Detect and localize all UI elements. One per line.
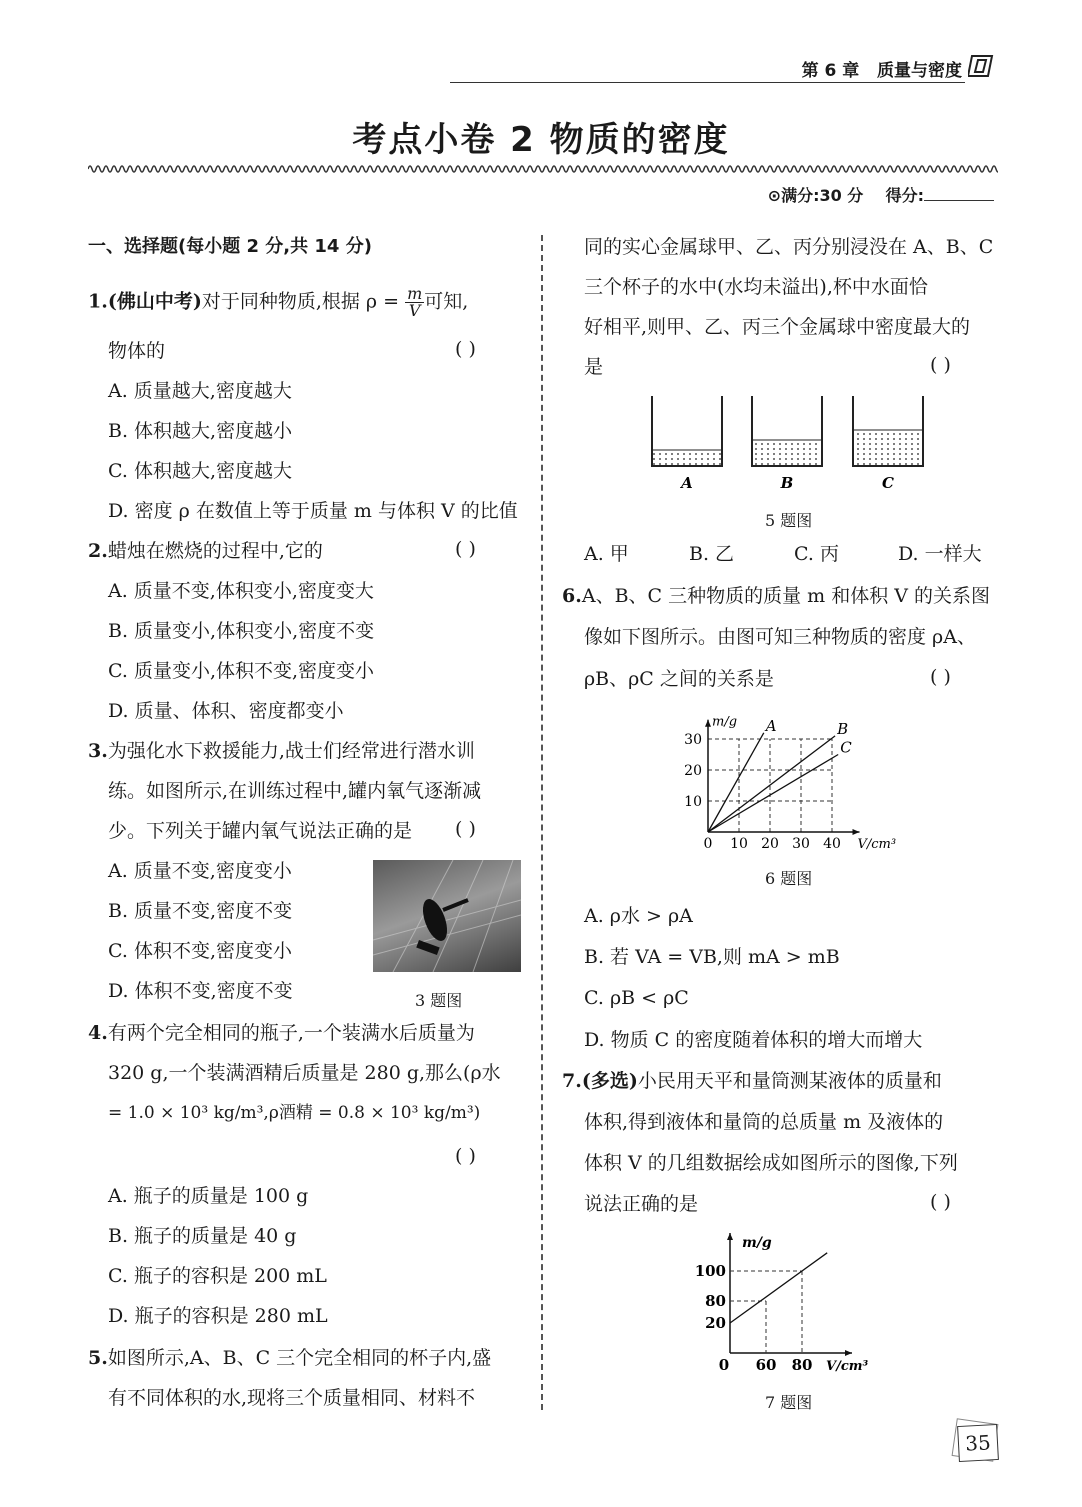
full-score: 满分:30 分 — [781, 186, 864, 205]
q7-caption: 7 题图 — [765, 1393, 813, 1412]
q5-stem-l5: 好相平,则甲、乙、丙三个金属球中密度最大的 — [584, 316, 971, 338]
q1-option-c: C. 体积越大,密度越大 — [108, 460, 292, 482]
chapter-title: 质量与密度 — [877, 61, 962, 81]
x-tick-label: 0 — [703, 836, 713, 852]
q2-option-a: A. 质量不变,体积变小,密度变大 — [108, 580, 374, 602]
q5-option-b: B. 乙 — [689, 543, 735, 565]
q3-option-d: D. 体积不变,密度不变 — [108, 980, 293, 1002]
column-divider — [541, 235, 543, 1410]
q4-option-d: D. 瓶子的容积是 280 mL — [108, 1305, 328, 1327]
q3-stem-l3: 少。下列关于罐内氧气说法正确的是 — [108, 820, 413, 842]
q4-stem-l1: 4.有两个完全相同的瓶子,一个装满水后质量为 — [88, 1022, 475, 1044]
q6-stem-l3: ρB、ρC 之间的关系是 — [584, 668, 774, 690]
q5-stem-l6: 是 — [584, 356, 604, 378]
q5-option-c: C. 丙 — [794, 543, 839, 565]
page-number: 35 — [957, 1424, 999, 1462]
q2-option-b: B. 质量变小,体积变小,密度不变 — [108, 620, 375, 642]
y-axis-label: m/g — [742, 1235, 772, 1251]
series-label-a: A — [765, 716, 777, 735]
q7-stem-l3: 体积 V 的几组数据绘成如图所示的图像,下列 — [584, 1152, 958, 1174]
q2-stem: 2.蜡烛在燃烧的过程中,它的 — [88, 540, 323, 562]
x-axis-label: V/cm³ — [826, 1359, 869, 1374]
y-tick-label: 20 — [684, 763, 702, 779]
cup-b — [752, 396, 822, 466]
q2-answer-blank[interactable]: ( ) — [455, 538, 476, 560]
x-tick-label: 40 — [823, 836, 841, 852]
q5-option-a: A. 甲 — [584, 543, 629, 565]
q1-stem — [88, 286, 468, 319]
q7-stem-l4: 说法正确的是 — [584, 1193, 699, 1215]
q1-text: 对于同种物质,根据 ρ = — [201, 290, 400, 313]
series-line-c — [708, 755, 838, 833]
q5-stem-l3: 同的实心金属球甲、乙、丙分别浸没在 A、B、C — [584, 236, 994, 258]
score-label: 得分: — [885, 186, 924, 205]
q4-option-a: A. 瓶子的质量是 100 g — [108, 1185, 309, 1207]
series-line-b — [708, 736, 835, 832]
q1-option-b: B. 体积越大,密度越小 — [108, 420, 293, 442]
q5-stem-l2: 有不同体积的水,现将三个质量相同、材料不 — [108, 1387, 476, 1409]
q5-caption: 5 题图 — [765, 511, 813, 530]
clock-icon: ⊙ — [767, 186, 782, 205]
chapter-number: 第 6 章 — [801, 61, 860, 81]
q2-option-c: C. 质量变小,体积不变,密度变小 — [108, 660, 375, 682]
q3-caption: 3 题图 — [415, 991, 463, 1010]
q4-option-b: B. 瓶子的质量是 40 g — [108, 1225, 297, 1247]
x-tick-label: 60 — [755, 1356, 777, 1374]
q1-text-b: 可知, — [424, 290, 469, 313]
q3-option-b: B. 质量不变,密度不变 — [108, 900, 293, 922]
x-axis-arrow-icon — [853, 829, 860, 835]
diver-photo — [373, 860, 521, 972]
q7-answer-blank[interactable]: ( ) — [930, 1191, 951, 1213]
q6-mass-volume-chart — [680, 700, 900, 860]
header-rule — [450, 82, 965, 83]
y-tick-label: 30 — [684, 732, 702, 748]
q3-stem-l1: 3.为强化水下救援能力,战士们经常进行潜水训 — [88, 740, 475, 762]
q5-answer-blank[interactable]: ( ) — [930, 354, 951, 376]
q1-fraction: $\frac{m}{V}$ — [407, 284, 423, 320]
q4-answer-blank[interactable]: ( ) — [455, 1145, 476, 1167]
q1-answer-blank[interactable]: ( ) — [455, 338, 476, 360]
q5-stem-l1: 5.如图所示,A、B、C 三个完全相同的杯子内,盛 — [88, 1347, 492, 1369]
q3-stem-l2: 练。如图所示,在训练过程中,罐内氧气逐渐减 — [108, 780, 482, 802]
q3-option-c: C. 体积不变,密度变小 — [108, 940, 292, 962]
y-axis-arrow-icon — [705, 720, 711, 727]
wavy-divider — [88, 162, 998, 176]
q4-option-c: C. 瓶子的容积是 200 mL — [108, 1265, 327, 1287]
book-logo-icon — [968, 54, 994, 78]
y-tick-label: 20 — [705, 1314, 726, 1332]
x-tick-label: 0 — [718, 1356, 730, 1374]
x-tick-label: 10 — [730, 836, 748, 852]
q7-mass-volume-chart — [690, 1225, 890, 1375]
y-tick-label: 100 — [694, 1262, 726, 1280]
q1-option-a: A. 质量越大,密度越大 — [108, 380, 292, 402]
q6-answer-blank[interactable]: ( ) — [930, 666, 951, 688]
q2-option-d: D. 质量、体积、密度都变小 — [108, 700, 344, 722]
y-axis-arrow-icon — [727, 1233, 733, 1240]
cup-c — [853, 396, 923, 466]
q7-stem-l1: 7.(多选)小民用天平和量筒测某液体的质量和 — [562, 1070, 942, 1092]
q5-stem-l4: 三个杯子的水中(水均未溢出),杯中水面恰 — [584, 276, 928, 298]
score-box — [768, 183, 994, 206]
x-axis-arrow-icon — [845, 1350, 852, 1356]
cup-label-b: B — [780, 474, 794, 492]
q6-option-d: D. 物质 C 的密度随着体积的增大而增大 — [584, 1029, 923, 1051]
cup-label-a: A — [681, 474, 693, 492]
cup-label-c: C — [882, 474, 894, 492]
chapter-header — [802, 56, 962, 81]
series-line-a — [708, 733, 764, 832]
y-tick-label: 10 — [684, 794, 702, 810]
q6-option-a: A. ρ水 > ρA — [584, 905, 693, 927]
q1-line2: 物体的 — [108, 340, 166, 362]
score-blank[interactable] — [924, 200, 994, 201]
q5-cups-figure — [640, 392, 940, 492]
x-axis-label: V/cm³ — [857, 837, 897, 852]
cup-a — [652, 396, 722, 466]
q6-stem-l1: 6.A、B、C 三种物质的质量 m 和体积 V 的关系图 — [562, 585, 991, 607]
section-heading: 一、选择题(每小题 2 分,共 14 分) — [88, 236, 372, 257]
q1-number: 1. — [88, 290, 108, 313]
x-tick-label: 80 — [791, 1356, 813, 1374]
q4-stem-l2: 320 g,一个装满酒精后质量是 280 g,那么(ρ水 — [108, 1062, 501, 1084]
series-line — [730, 1253, 827, 1323]
page-title: 考点小卷 2 物质的密度 — [352, 120, 730, 160]
q6-stem-l2: 像如下图所示。由图可知三种物质的密度 ρA、 — [584, 626, 976, 648]
q6-option-c: C. ρB < ρC — [584, 987, 689, 1009]
y-tick-label: 80 — [705, 1292, 726, 1310]
series-label-c: C — [840, 738, 852, 757]
q6-caption: 6 题图 — [765, 869, 813, 888]
q3-option-a: A. 质量不变,密度变小 — [108, 860, 292, 882]
q1-option-d: D. 密度 ρ 在数值上等于质量 m 与体积 V 的比值 — [108, 500, 518, 522]
series-label-b: B — [837, 719, 849, 738]
q5-option-d: D. 一样大 — [898, 543, 982, 565]
x-tick-label: 30 — [792, 836, 810, 852]
q4-stem-l3: = 1.0 × 10³ kg/m³,ρ酒精 = 0.8 × 10³ kg/m³) — [108, 1103, 481, 1123]
q7-stem-l2: 体积,得到液体和量筒的总质量 m 及液体的 — [584, 1111, 944, 1133]
q6-option-b: B. 若 VA = VB,则 mA > mB — [584, 946, 840, 968]
q1-source: (佛山中考) — [107, 290, 202, 313]
q3-answer-blank[interactable]: ( ) — [455, 818, 476, 840]
x-tick-label: 20 — [761, 836, 779, 852]
y-axis-label: m/g — [712, 714, 738, 730]
